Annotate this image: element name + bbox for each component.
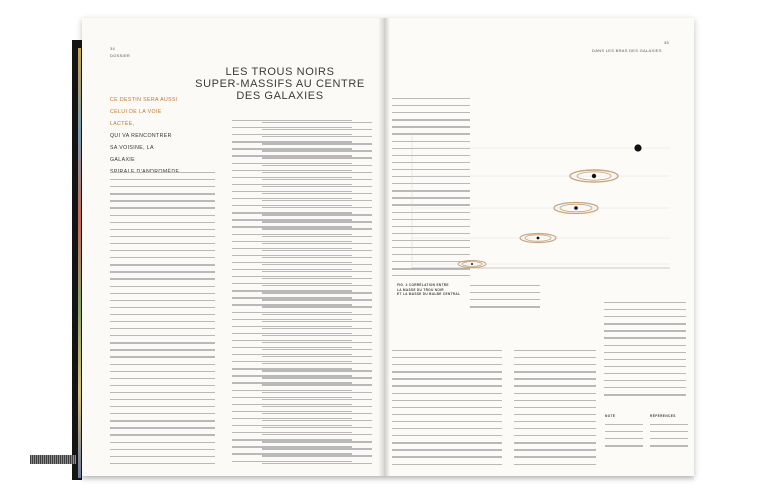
notes-text <box>605 422 643 448</box>
thumbnail-image <box>30 455 76 464</box>
pull-quote-line: SPIRALE D'ANDROMÈDE <box>110 169 180 175</box>
body-column-right-4 <box>604 300 686 400</box>
right-folio-section: DANS LES BRAS DES GALAXIES <box>592 48 662 53</box>
body-column-left-1 <box>110 170 215 468</box>
caption-text <box>470 283 540 309</box>
notes-label: NOTE <box>605 414 616 418</box>
article-title-line: DES GALAXIES <box>236 90 324 102</box>
galaxy-marker-2 <box>520 234 556 243</box>
pull-quote-line: CE DESTIN SERA AUSSI <box>110 97 178 103</box>
pull-quote-line: SA VOISINE, LA GALAXIE <box>110 145 154 163</box>
body-column-left-3 <box>262 120 372 470</box>
pull-quote <box>110 94 180 178</box>
right-folio-number: 35 <box>664 40 670 45</box>
black-hole-marker <box>634 144 641 151</box>
pull-quote-line: QUI VA RENCONTRER <box>110 133 172 139</box>
caption-title-line: LA MASSE DU TROU NOIR <box>397 287 444 292</box>
article-title-line: LES TROUS NOIRS <box>225 66 335 78</box>
galaxy-marker-4 <box>570 170 618 182</box>
references-text <box>650 422 688 448</box>
left-folio-section: DOSSIER <box>110 53 131 58</box>
pull-quote-line: CELUI DE LA VOIE LACTÉE, <box>110 109 162 127</box>
figure-caption <box>397 283 460 297</box>
references-label: RÉFÉRENCES <box>650 414 676 418</box>
galaxy-marker-1 <box>458 261 486 268</box>
body-column-right-2 <box>392 348 502 466</box>
caption-title-line: ET LA MASSE DU BULBE CENTRAL <box>397 292 461 297</box>
caption-title-line: FIG. 4 CORRÉLATION ENTRE <box>397 283 449 287</box>
correlation-figure <box>400 130 672 272</box>
page-edge-colors <box>78 48 81 478</box>
body-column-right-3 <box>514 348 596 466</box>
article-title-line: SUPER-MASSIFS AU CENTRE <box>195 78 365 90</box>
left-folio-number: 34 <box>110 46 116 51</box>
spread-shadow <box>82 476 694 482</box>
article-title <box>180 66 380 102</box>
